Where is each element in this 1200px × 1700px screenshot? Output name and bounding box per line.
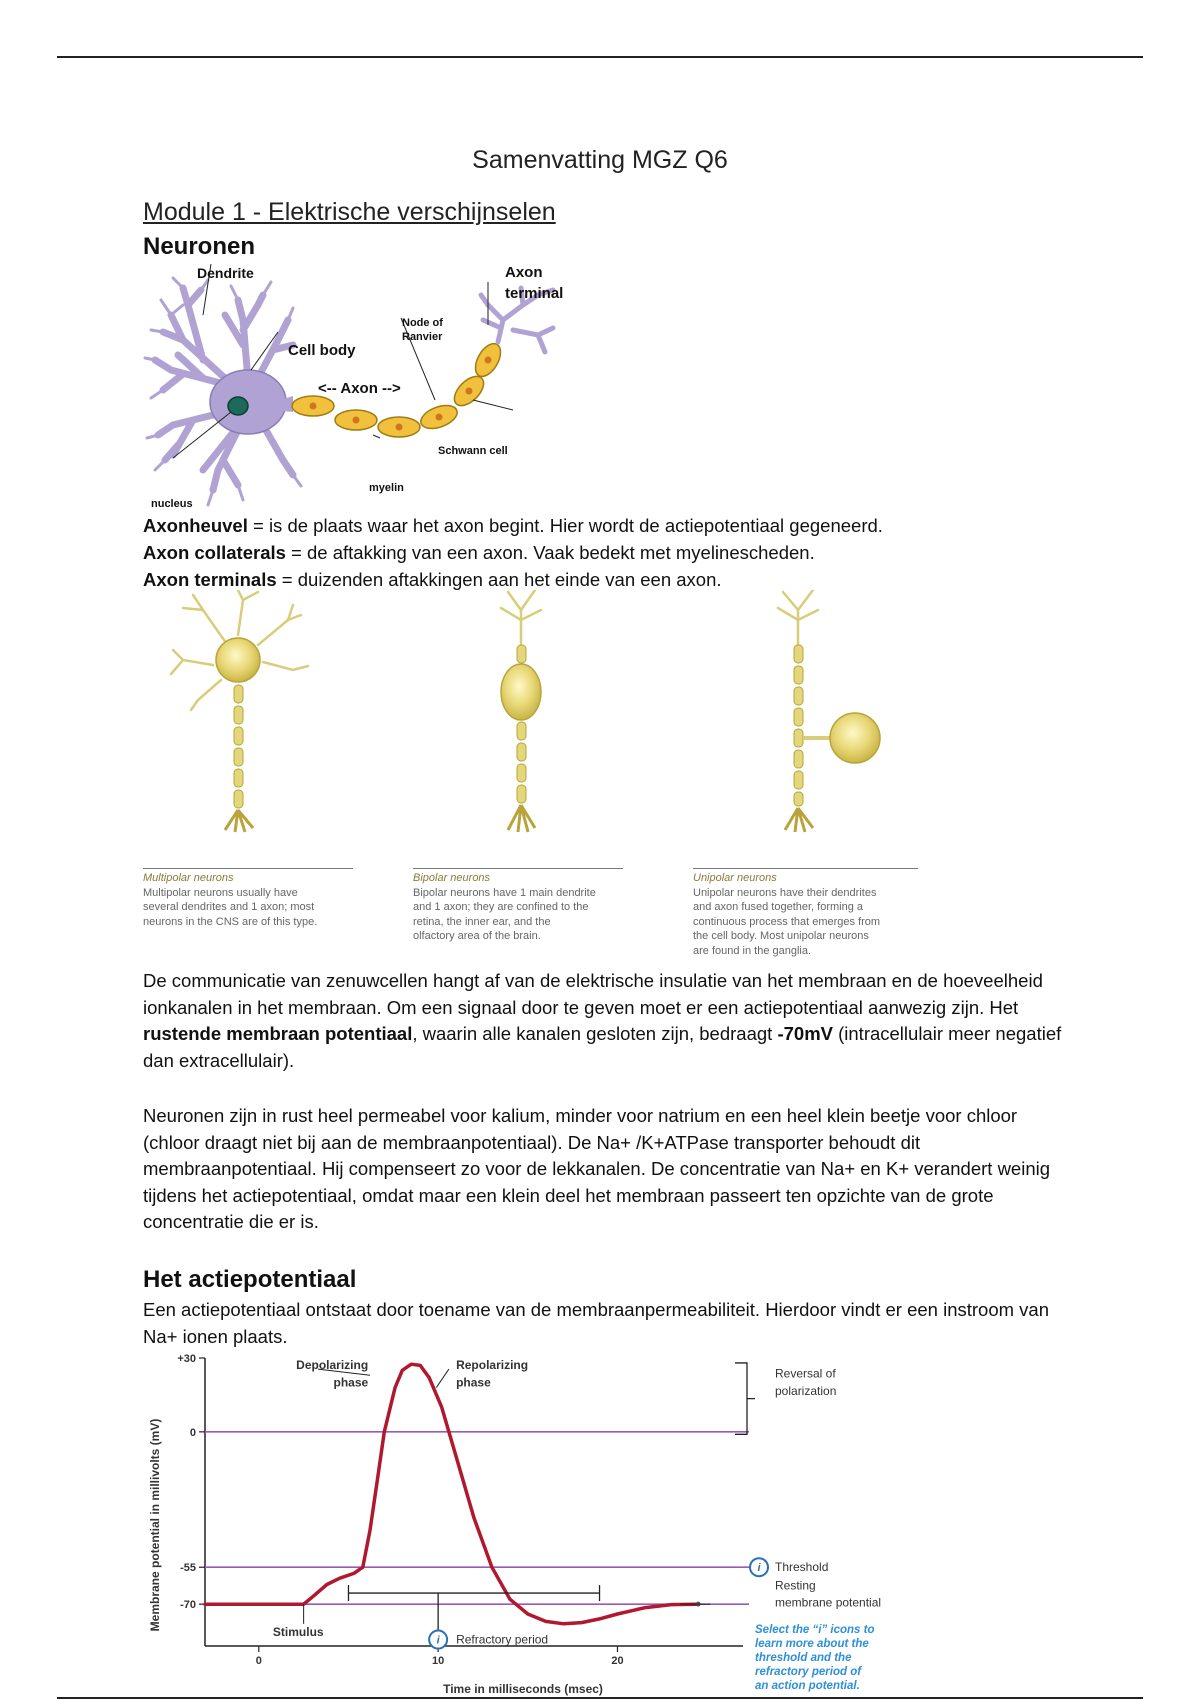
y-tick-label: 0 [189,1426,196,1439]
paragraph-actiepotentiaal: Een actiepotentiaal ontstaat door toename van de membraanpermeabiliteit. Hierdoor vindt er een instroom van Na+ ionen plaats. [143,1299,1049,1347]
chart-series [205,1364,701,1624]
refractory-bracket [348,1585,599,1636]
label-depolarizing: Depolarizing [296,1358,369,1373]
neuron-diagram [143,260,603,516]
definition-axon-terminals: Axon terminals = duizenden aftakkingen aan het einde van een axon. [143,569,722,590]
svg-text:Select the “i” icons to: Select the “i” icons to [755,1624,875,1636]
x-tick-label: 20 [611,1655,624,1667]
series-line [205,1364,698,1624]
chart-reference-lines [205,1432,749,1604]
label-axon: <-- Axon --> [318,380,401,397]
definition-axonheuvel: Axonheuvel = is de plaats waar het axon begint. Hier wordt de actiepotentiaal gegeneerd. [143,515,883,536]
label-axon-terminal-1: Axon [505,264,543,281]
label-resting: Resting [775,1578,816,1593]
top-rule [57,56,1143,58]
svg-text:learn more about the: learn more about the [755,1638,869,1650]
svg-text:i: i [757,1562,761,1575]
paragraph-communication: De communicatie van zenuwcellen hangt af van de elektrische insulatie van het membraan en de hoeveelheid ionkanalen in het membraan. Om een signaal door te geven moet er een actiepotentiaal aanwezig zijn. Het rustende membraan potentiaal, waarin alle kanalen gesloten zijn, bedraagt -70mV (intracellulair meer negatief dan extracellulair). [143,970,1062,1071]
caption-bipolar: Bipolar neurons Bipolar neurons have 1 main dendrite and 1 axon; they are confined to the retina, the inner ear, and the olfactory area of the brain. [413,868,623,944]
y-tick-label: -70 [180,1599,196,1612]
label-axon-terminal-2: terminal [505,285,564,302]
unipolar-neuron [778,590,880,832]
label-cell-body: Cell body [288,342,356,359]
caption-unipolar: Unipolar neurons Unipolar neurons have their dendrites and axon fused together, forming a continuous process that emerges from the cell body. Most unipolar neurons are found in the ganglia. [693,868,918,958]
action-potential-chart [143,1350,943,1698]
label-reversal-polarization: polarization [775,1383,837,1398]
x-tick-label: 0 [255,1655,262,1667]
label-resting-membrane-potential: membrane potential [775,1595,882,1610]
x-axis-label: Time in milliseconds (msec) [443,1682,603,1696]
chart-ticks [177,1353,623,1667]
y-axis-label: Membrane potential in millivolts (mV) [148,1418,162,1632]
definition-list [143,512,883,593]
caption-multipolar: Multipolar neurons Multipolar neurons usually have several dendrites and 1 axon; most neurons in the CNS are of this type. [143,868,353,929]
y-tick-label: +30 [177,1353,196,1365]
multipolar-neuron [171,590,308,832]
info-icon[interactable] [750,1558,768,1576]
label-schwann-cell: Schwann cell [438,445,508,457]
annotation-leaders [304,1369,711,1624]
info-icon[interactable] [429,1631,447,1649]
definition-axon-collaterals: Axon collaterals = de aftakking van een axon. Vaak bedekt met myelinescheden. [143,542,815,563]
section-heading-neuronen: Neuronen [143,233,256,260]
label-dendrite: Dendrite [197,265,254,281]
label-threshold: Threshold [775,1560,829,1575]
svg-text:an action potential.: an action potential. [755,1680,860,1692]
x-tick-label: 10 [432,1655,445,1667]
label-reversal: Reversal of [775,1366,836,1381]
section-heading-actiepotentiaal: Het actiepotentiaal [143,1266,357,1293]
module-heading: Module 1 - Elektrische verschijnselen [143,198,556,226]
label-myelin: myelin [369,482,404,494]
label-repolarizing: Repolarizing [456,1358,529,1373]
label-node-of-ranvier-1: Node of [402,317,443,329]
label-depolarizing-phase: phase [333,1375,369,1390]
info-hint [755,1624,875,1692]
reversal-bracket [735,1363,755,1434]
label-repolarizing-phase: phase [456,1375,491,1390]
neuron-types-illustration [143,590,923,860]
label-refractory-period: Refractory period [456,1632,549,1647]
bipolar-neuron [501,590,541,832]
paragraph-permeability: Neuronen zijn in rust heel permeabel voor kalium, minder voor natrium en een heel klein beetje voor chloor (chloor draagt niet bij aan de membraanpotentiaal). De Na+ /K+ATPase transporter behoudt dit membraanpotentiaal. Hij compenseert zo voor de lekkanalen. De concentratie van Na+ en K+ verandert weinig tijdens het actiepotentiaal, omdat maar een klein deel het membraan passeert ten opzichte van de grote concentratie die er is. [143,1105,1051,1232]
y-tick-label: -55 [180,1562,196,1575]
svg-text:i: i [436,1634,440,1647]
document-title: Samenvatting MGZ Q6 [472,146,728,174]
label-nucleus: nucleus [151,498,193,510]
svg-text:refractory period of: refractory period of [755,1666,862,1678]
label-stimulus: Stimulus [272,1625,324,1640]
svg-text:threshold and the: threshold and the [755,1652,852,1664]
label-node-of-ranvier-2: Ranvier [402,331,443,343]
